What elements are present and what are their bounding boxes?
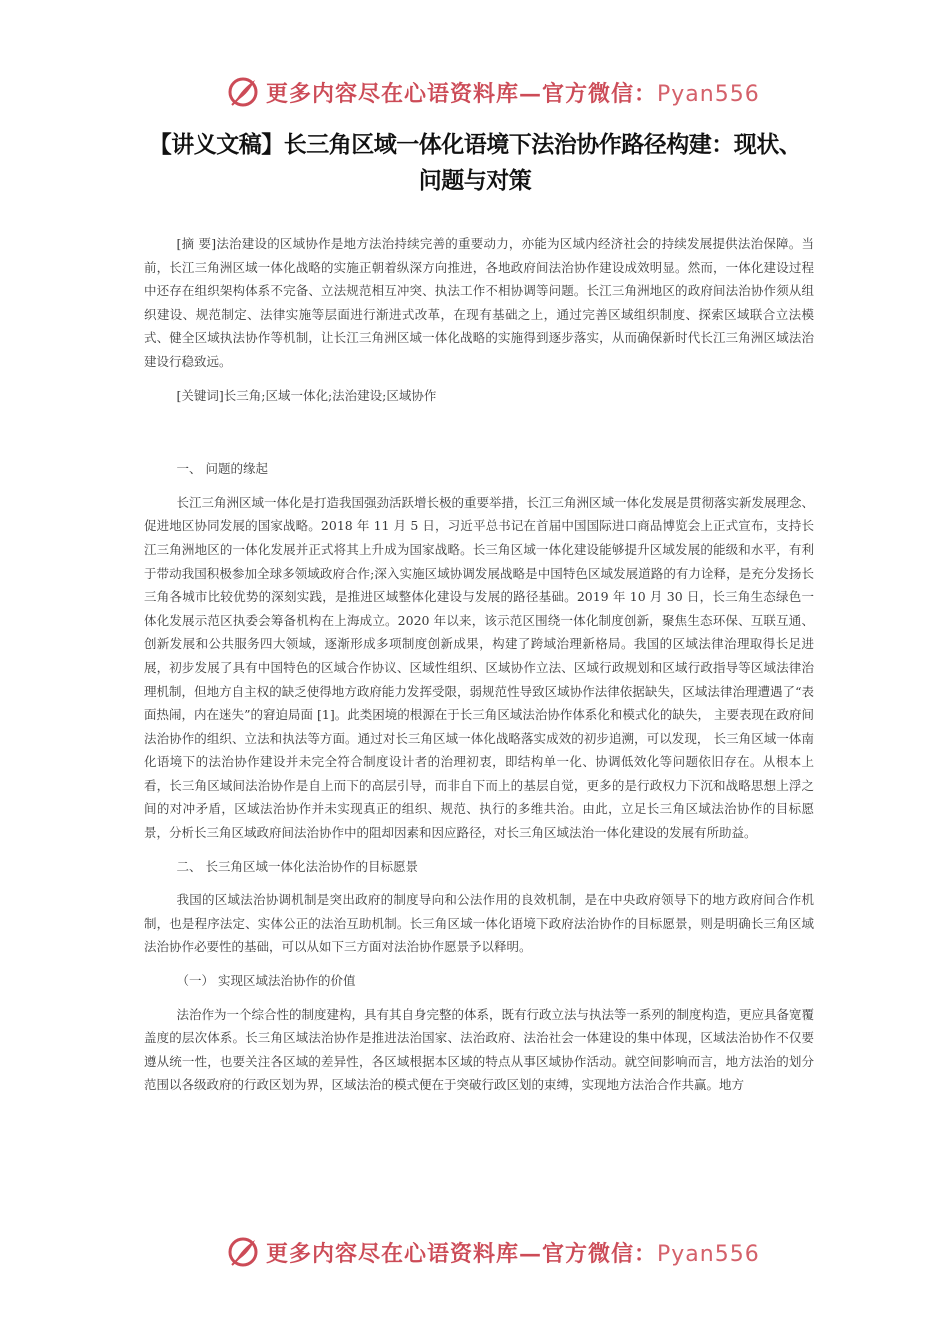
document-body <box>144 232 814 1097</box>
section-heading-2: 二、 长三角区域一体化法治协作的目标愿景 <box>176 858 418 874</box>
section-2-paragraph: 我国的区域法治协调机制是突出政府的制度导向和公法作用的良效机制，是在中央政府领导下的地方政府间合作机制，也是程序法定、实体公正的法治互助机制。长三角区域一体化语境下政府法治协作的目标愿景，则是明确长三角区域法治协作必要性的基础，可以从如下三方面对法治协作愿景予以释明。 <box>144 892 814 955</box>
banner-wechat-id: Pyan556 <box>657 1241 760 1267</box>
abstract-paragraph: [摘 要]法治建设的区域协作是地方法治持续完善的重要动力，亦能为区域内经济社会的持续发展提供法治保障。当前，长江三角洲区域一体化战略的实施正朝着纵深方向推进，各地政府间法治协作建设成效明显。然而，一体化建设过程中还存在组织架构体系不完备、立法规范相互冲突、执法工作不相协调等问题。长江三角洲地区的政府间法治协作须从组织建设、规范制定、法律实施等层面进行渐进式改革，在现有基础之上，通过完善区域组织制度、探索区域联合立法模式、健全区域执法协作等机制，让长江三角洲区域一体化战略的实施得到逐步落实，从而确保新时代长江三角洲区域法治建设行稳致远。 <box>144 236 814 369</box>
subsection-heading-1: （一） 实现区域法治协作的价值 <box>176 973 356 989</box>
feather-logo-icon <box>226 1235 260 1269</box>
watermark-banner-bottom <box>0 1232 950 1272</box>
banner-text: 更多内容尽在心语资料库—官方微信：Pyan556 <box>266 80 760 107</box>
document-title: 【讲义文稿】长三角区域一体化语境下法治协作路径构建：现状、问题与对策 <box>148 132 802 194</box>
watermark-banner-top <box>0 72 950 112</box>
section-heading-1: 一、 问题的缘起 <box>176 461 268 477</box>
banner-wechat-id: Pyan556 <box>657 81 760 107</box>
keywords-paragraph: [关键词]长三角;区域一体化;法治建设;区域协作 <box>176 387 437 403</box>
banner-text: 更多内容尽在心语资料库—官方微信：Pyan556 <box>266 1240 760 1267</box>
subsection-1-paragraph: 法治作为一个综合性的制度建构，具有其自身完整的体系，既有行政立法与执法等一系列的制度构造，更应具备宽覆盖度的层次体系。长三角区域法治协作是推进法治国家、法治政府、法治社会一体建设的集中体现，区域法治协作不仅要遵从统一性，也要关注各区域的差异性，各区域根据本区域的特点从事区域协作活动。就空间影响而言，地方法治的划分范围以各级政府的行政区划为界，区域法治的模式便在于突破行政区划的束缚，实现地方法治合作共赢。地方 <box>144 1006 815 1093</box>
feather-logo-icon <box>226 75 260 109</box>
section-1-paragraph: 长江三角洲区域一体化是打造我国强劲活跃增长极的重要举措，长江三角洲区域一体化发展是贯彻落实新发展理念、促进地区协同发展的国家战略。2018 年 11 月 5 日，习近平总书记在首届中国国际进口商品博览会上正式宣布，支持长江三角洲地区的一体化发展并正式将其上升成为国家战略。长三角区域一体化建设能够提升区域发展的能级和水平，有利于带动我国积极参加全球多领域政府合作;深入实施区域协调发展战略是中国特色区域发展道路的有力诠释，是充分发扬长三角各城市比较优势的深刻实践，是推进区域整体化建设与发展的路径基础。2019 年 10 月 30 日，长三角生态绿色一体化发展示范区执委会筹备机构在上海成立。2020 年以来，该示范区围绕一体化制度创新，聚焦生态环保、互联互通、创新发展和公共服务四大领域，逐渐形成多项制度创新成果，构建了跨域治理新格局。我国的区域法律治理取得长足进展，初步发展了具有中国特色的区域合作协议、区域性组织、区域协作立法、区域行政规划和区域行政指导等区域法律治理机制，但地方自主权的缺乏使得地方政府能力发挥受限，弱规范性导致区域协作法律依据缺失，区域法律治理遭遇了“表面热闹，内在迷失”的窘迫局面 [1]。此类困境的根源在于长三角区域法治协作体系化和模式化的缺失， 主要表现在政府间法治协作的组织、立法和执法等方面。通过对长三角区域一体化战略落实成效的初步追溯，可以发现， 长三角区域一体南化语境下的法治协作建设并未完全符合制度设计者的治理初衷，即结构单一化、协调低效化等问题依旧存在。从根本上看，长三角区域间法治协作是自上而下的高层引导，而非自下而上的基层自觉，更多的是行政权力下沉和战略思想上浮之间的对冲矛盾，区域法治协作并未实现真正的组织、规范、执行的多维共治。由此，立足长三角区域法治协作的目标愿景，分析长三角区域政府间法治协作中的阻却因素和因应路径，对长三角区域法治一体化建设的发展有所助益。 <box>144 494 815 841</box>
